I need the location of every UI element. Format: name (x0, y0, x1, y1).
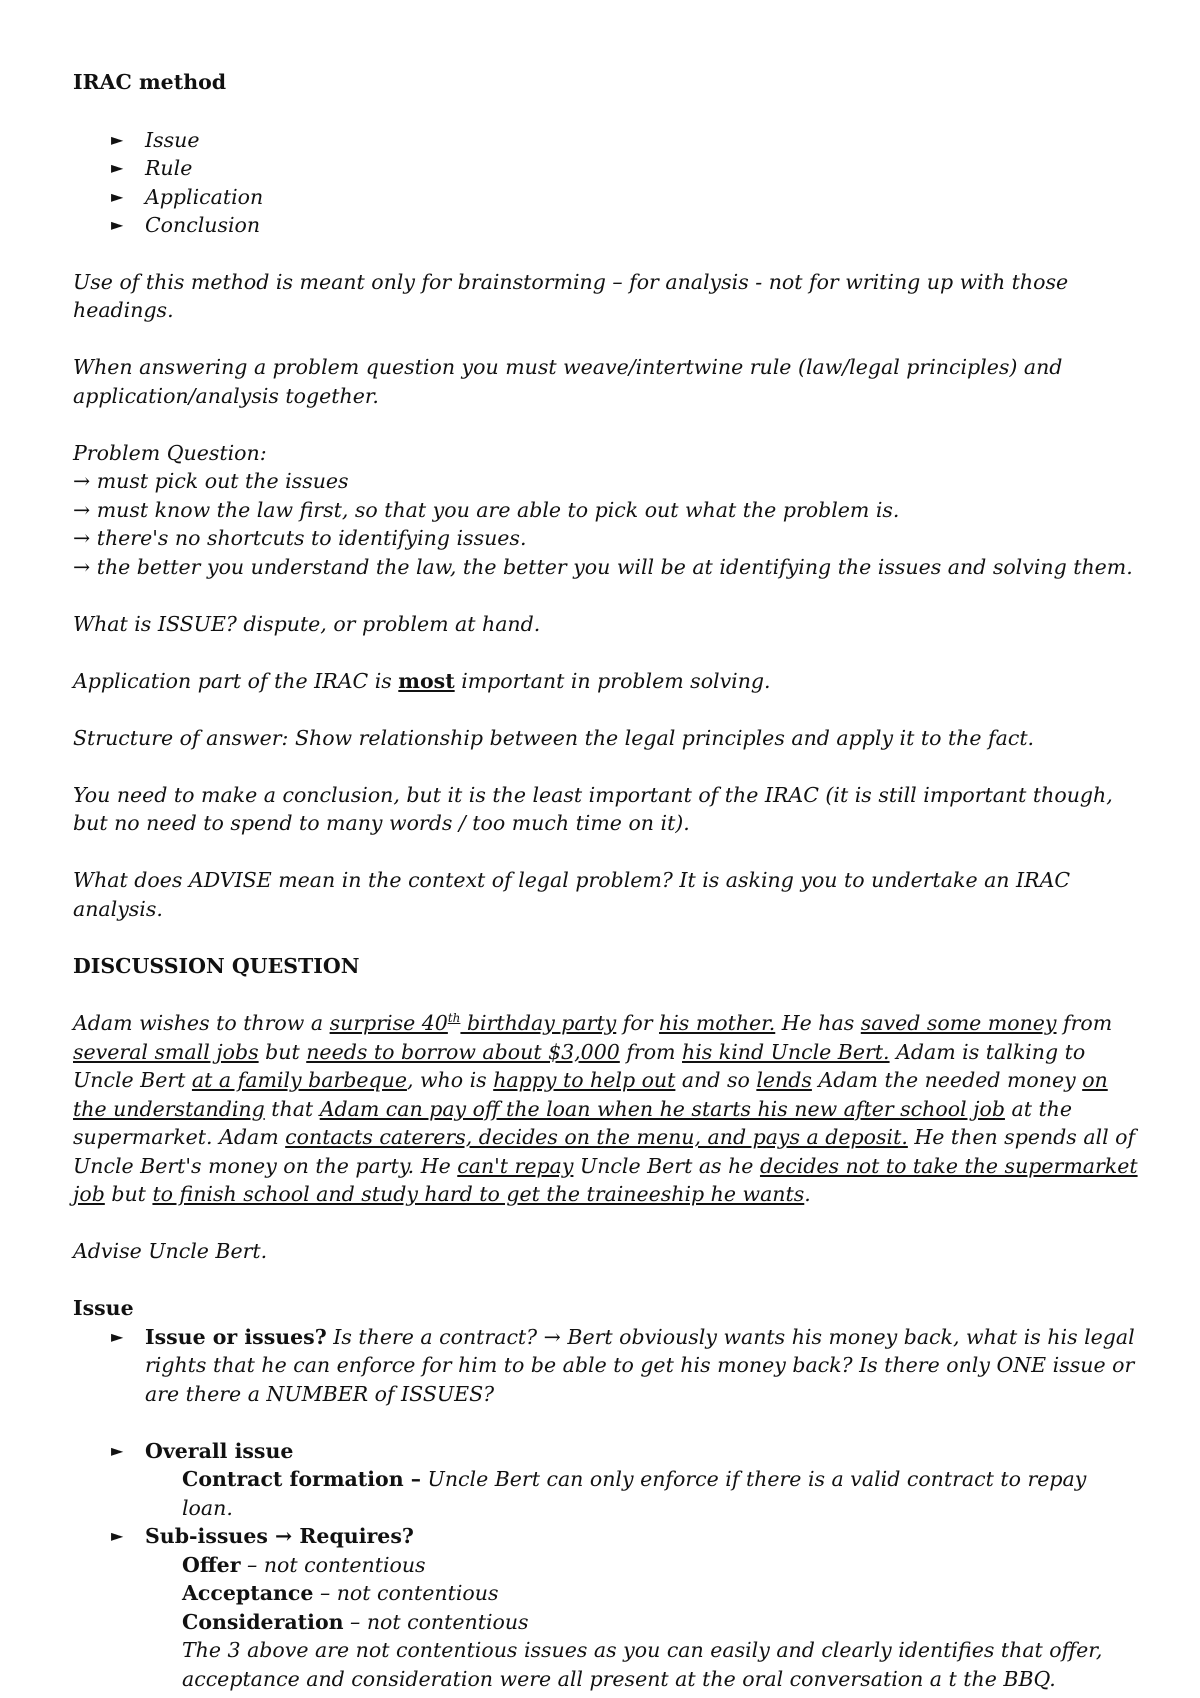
underlined-phrase: needs to borrow about $3,000 (306, 1039, 620, 1064)
sub-issue-consideration: Consideration – not contentious (182, 1609, 529, 1634)
problem-question-block (73, 439, 1140, 582)
irac-item: ► Conclusion (73, 211, 1140, 240)
text-run: that (264, 1096, 320, 1121)
arrow-right-icon: → (73, 554, 91, 579)
irac-list (73, 126, 1140, 240)
underlined-phrase: decides not to take the supermarket job (73, 1153, 1138, 1206)
text-run: Uncle Bert as he (573, 1153, 760, 1178)
discussion-paragraph (73, 1009, 1140, 1209)
underlined-phrase: contacts caterers, decides on the menu, and pays a deposit. (285, 1125, 908, 1149)
text-run: for (616, 1011, 660, 1035)
emphasis-most: most (398, 668, 455, 693)
document-title: IRAC method (73, 70, 227, 94)
arrow-right-icon: → (73, 526, 91, 550)
problem-question-item: → must pick out the issues (73, 469, 349, 493)
issue-question-item: ► Issue or issues? Is there a contract? → Bert obviously wants his money back, what is his legal rights that he can enforce for him to be able to get his money back? Is there only ONE issue or are there a NUMBER of ISSUES? (111, 1324, 1135, 1406)
underlined-phrase: his kind Uncle Bert. (682, 1039, 890, 1064)
overall-issue-item: ► Overall issue (73, 1437, 1140, 1466)
paragraph-when-answering: When answering a problem question you must weave/intertwine rule (law/legal principles) and application/analysis together. (73, 355, 1063, 408)
text-run: Adam the needed money (811, 1068, 1083, 1092)
text-run: Adam wishes to throw a (73, 1011, 330, 1035)
arrow-right-icon: → (73, 469, 91, 493)
underlined-phrase: surprise 40 (329, 1011, 448, 1035)
triangle-bullet-icon: ► (111, 1326, 124, 1346)
text-run: He has (775, 1011, 861, 1035)
text-run: Adam is talking to Uncle Bert (73, 1039, 1086, 1092)
paragraph-application: Application part of the IRAC is most important in problem solving. (73, 668, 771, 693)
problem-question-heading: Problem Question: (73, 440, 267, 465)
underlined-phrase: on the understanding (73, 1068, 1108, 1121)
paragraph-advise-meaning: What does ADVISE mean in the context of legal problem? It is asking you to undertake an IRAC analysis. (73, 868, 1071, 921)
underlined-phrase: can't repay (457, 1153, 574, 1178)
irac-item: ► Application (73, 183, 1140, 212)
underlined-phrase: th (447, 1011, 461, 1026)
underlined-phrase: Adam can pay off the loan when he starts his new after school job (319, 1096, 1005, 1121)
text-run: but (104, 1182, 153, 1206)
arrow-right-icon: → (275, 1524, 293, 1548)
paragraph-conclusion: You need to make a conclusion, but it is the least important of the IRAC (it is still important though, but no need to spend to many words / too much time on it). (73, 782, 1113, 835)
underlined-phrase: happy to help out (493, 1068, 676, 1092)
triangle-bullet-icon: ► (111, 158, 124, 177)
paragraph-what-is-issue: What is ISSUE? dispute, or problem at hand. (73, 611, 541, 636)
paragraph-use-of-method: Use of this method is meant only for brainstorming – for analysis - not for writing up with those headings. (73, 269, 1069, 322)
problem-question-item: → must know the law first, so that you are able to pick out what the problem is. (73, 497, 900, 522)
underlined-phrase: to finish school and study hard to get the traineeship he wants (152, 1182, 805, 1206)
spacer (73, 1408, 1140, 1437)
text-run: He then spends all of Uncle Bert's money on the party. He (73, 1125, 1136, 1178)
issue-heading: Issue (73, 1296, 134, 1320)
text-run: , who is (406, 1068, 494, 1092)
problem-question-item: → there's no shortcuts to identifying issues. (73, 526, 527, 550)
underlined-phrase: birthday party (460, 1011, 617, 1035)
arrow-right-icon: → (73, 497, 91, 522)
problem-question-item: → the better you understand the law, the better you will be at identifying the issues and solving them. (73, 554, 1133, 579)
text-run: at the supermarket. Adam (73, 1096, 1073, 1149)
irac-item: ► Rule (73, 154, 1140, 183)
text-run: and so (675, 1068, 757, 1092)
triangle-bullet-icon: ► (111, 215, 124, 234)
text-run: from (619, 1039, 683, 1064)
underlined-phrase: saved some money (860, 1011, 1057, 1035)
triangle-bullet-icon: ► (111, 1440, 124, 1460)
sub-issue-offer: Offer – not contentious (182, 1552, 426, 1577)
text-run: . (804, 1182, 811, 1206)
underlined-phrase: lends (756, 1068, 812, 1092)
sub-issues-note: The 3 above are not contentious issues as you can easily and clearly identifies that offer, acceptance and consideration were all present at the oral conversation a t the BBQ. (182, 1638, 1103, 1691)
sub-issues-item: ► Sub-issues → Requires? (73, 1522, 1140, 1551)
paragraph-advise-uncle-bert: Advise Uncle Bert. (73, 1239, 268, 1263)
arrow-right-icon: → (543, 1324, 561, 1349)
triangle-bullet-icon: ► (111, 186, 124, 206)
underlined-phrase: his mother. (659, 1011, 776, 1035)
triangle-bullet-icon: ► (111, 1526, 124, 1545)
text-run: but (258, 1039, 307, 1064)
irac-item: ► Issue (73, 126, 1140, 155)
triangle-bullet-icon: ► (111, 129, 124, 149)
sub-issue-acceptance: Acceptance – not contentious (182, 1581, 499, 1605)
underlined-phrase: at a family barbeque (191, 1068, 407, 1092)
underlined-phrase: several small jobs (73, 1039, 259, 1064)
text-run: from (1056, 1011, 1113, 1035)
contract-formation-line: Contract formation – Uncle Bert can only enforce if there is a valid contract to repay loan. (182, 1467, 1087, 1520)
discussion-heading: DISCUSSION QUESTION (73, 953, 360, 978)
paragraph-structure: Structure of answer: Show relationship between the legal principles and apply it to the fact. (73, 725, 1035, 750)
